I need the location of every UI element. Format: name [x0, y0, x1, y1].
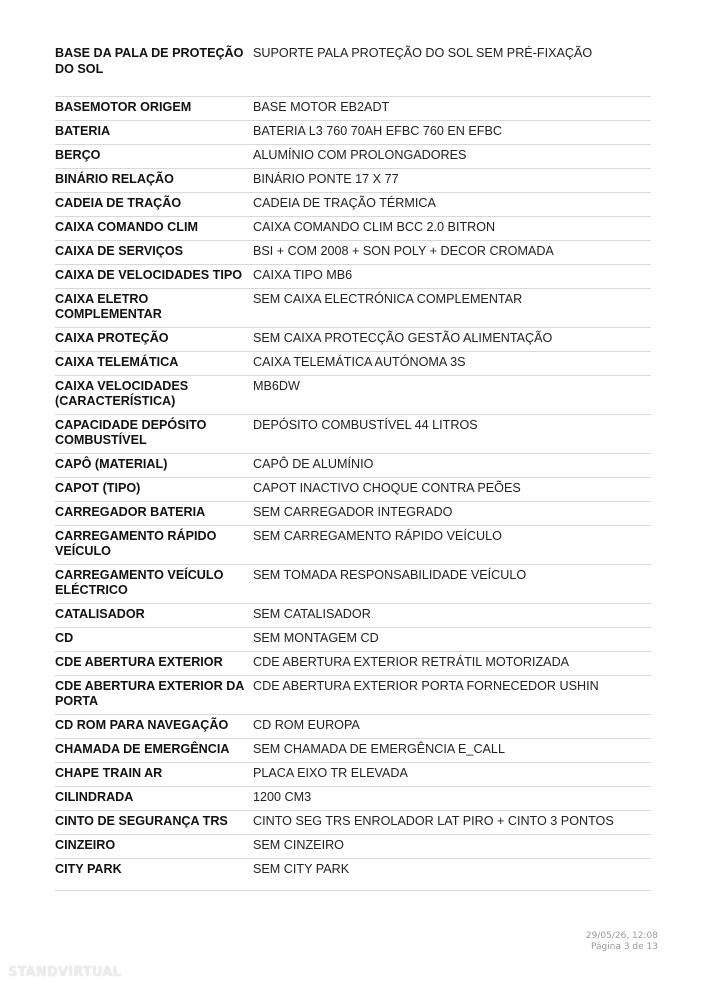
spec-label: CAIXA TELEMÁTICA	[55, 354, 179, 369]
spec-row	[55, 525, 651, 564]
spec-label: CAIXA DE SERVIÇOS	[55, 243, 184, 258]
page-footer	[586, 931, 658, 953]
spec-value: BASE MOTOR EB2ADT	[253, 99, 390, 114]
spec-row	[55, 858, 651, 890]
spec-value: PLACA EIXO TR ELEVADA	[253, 765, 408, 780]
spec-label: CHAMADA DE EMERGÊNCIA	[55, 741, 230, 756]
spec-row	[55, 375, 651, 414]
spec-label: BATERIA	[55, 123, 111, 138]
spec-value: SEM CAIXA ELECTRÓNICA COMPLEMENTAR	[253, 291, 523, 306]
spec-label: CD ROM PARA NAVEGAÇÃO	[55, 717, 229, 732]
spec-label: CAIXA COMANDO CLIM	[55, 219, 198, 234]
spec-row	[55, 477, 651, 501]
spec-label: BASEMOTOR ORIGEM	[55, 99, 192, 114]
spec-value: CAIXA TIPO MB6	[253, 267, 353, 282]
spec-label: CINZEIRO	[55, 837, 116, 852]
spec-value: SEM CINZEIRO	[253, 837, 344, 852]
spec-row	[55, 168, 651, 192]
spec-value: SEM CAIXA PROTECÇÃO GESTÃO ALIMENTAÇÃO	[253, 330, 553, 345]
spec-value: SEM CARREGAMENTO RÁPIDO VEÍCULO	[253, 528, 502, 543]
spec-row	[55, 738, 651, 762]
spec-value: CDE ABERTURA EXTERIOR PORTA FORNECEDOR USHIN	[253, 678, 599, 693]
spec-value: CDE ABERTURA EXTERIOR RETRÁTIL MOTORIZADA	[253, 654, 570, 669]
spec-value: SEM TOMADA RESPONSABILIDADE VEÍCULO	[253, 567, 527, 582]
spec-row	[55, 288, 651, 327]
spec-label: BERÇO	[55, 147, 101, 162]
watermark-logo: STANDVIRTUAL	[8, 965, 122, 980]
spec-row	[55, 786, 651, 810]
spec-label: CARREGAMENTO RÁPIDO VEÍCULO	[55, 528, 217, 558]
spec-label: CAPOT (TIPO)	[55, 480, 141, 495]
spec-label: CAIXA DE VELOCIDADES TIPO	[55, 267, 243, 282]
spec-row	[55, 834, 651, 858]
spec-label: CD	[55, 630, 74, 645]
spec-label: CARREGADOR BATERIA	[55, 504, 206, 519]
spec-row	[55, 120, 651, 144]
spec-value: DEPÓSITO COMBUSTÍVEL 44 LITROS	[253, 417, 478, 432]
spec-value: CAPOT INACTIVO CHOQUE CONTRA PEÕES	[253, 480, 521, 495]
spec-label: CINTO DE SEGURANÇA TRS	[55, 813, 228, 828]
spec-label: CADEIA DE TRAÇÃO	[55, 195, 182, 210]
spec-label: CAIXA VELOCIDADES (CARACTERÍSTICA)	[55, 378, 189, 408]
spec-value: BSI + COM 2008 + SON POLY + DECOR CROMADA	[253, 243, 554, 258]
spec-label: CHAPE TRAIN AR	[55, 765, 163, 780]
spec-row	[55, 762, 651, 786]
spec-row	[55, 96, 651, 120]
spec-table	[55, 44, 651, 891]
spec-value: MB6DW	[253, 378, 300, 393]
spec-label: CDE ABERTURA EXTERIOR DA PORTA	[55, 678, 244, 708]
spec-label: CDE ABERTURA EXTERIOR	[55, 654, 223, 669]
spec-value: SEM CARREGADOR INTEGRADO	[253, 504, 453, 519]
spec-label: CILINDRADA	[55, 789, 134, 804]
spec-value: ALUMÍNIO COM PROLONGADORES	[253, 147, 467, 162]
spec-row	[55, 675, 651, 714]
spec-label: BASE DA PALA DE PROTEÇÃO DO SOL	[55, 46, 244, 76]
spec-value: CAIXA COMANDO CLIM BCC 2.0 BITRON	[253, 219, 496, 234]
spec-label: BINÁRIO RELAÇÃO	[55, 171, 174, 186]
spec-label: CAIXA ELETRO COMPLEMENTAR	[55, 291, 162, 321]
spec-value: 1200 CM3	[253, 789, 312, 804]
print-timestamp: 29/05/26, 12:08	[585, 931, 658, 941]
spec-table-body	[55, 44, 651, 890]
spec-label: CATALISADOR	[55, 606, 145, 621]
spec-row	[55, 216, 651, 240]
spec-value: CAPÔ DE ALUMÍNIO	[253, 456, 374, 471]
spec-value: CAIXA TELEMÁTICA AUTÓNOMA 3S	[253, 354, 466, 369]
spec-row	[55, 264, 651, 288]
spec-value: CADEIA DE TRAÇÃO TÉRMICA	[253, 195, 436, 210]
spec-value: CD ROM EUROPA	[253, 717, 360, 732]
page-number: Página 3 de 13	[591, 942, 658, 952]
spec-value: SEM CITY PARK	[253, 861, 350, 876]
spec-value: BINÁRIO PONTE 17 X 77	[253, 171, 399, 186]
spec-row	[55, 714, 651, 738]
spec-label: CAPACIDADE DEPÓSITO COMBUSTÍVEL	[55, 417, 207, 447]
spec-value: BATERIA L3 760 70AH EFBC 760 EN EFBC	[253, 123, 502, 138]
spec-value: SEM MONTAGEM CD	[253, 630, 379, 645]
spec-row	[55, 414, 651, 453]
spec-label: CARREGAMENTO VEÍCULO ELÉCTRICO	[55, 567, 224, 597]
spec-label: CAPÔ (MATERIAL)	[55, 456, 168, 471]
spec-value: SUPORTE PALA PROTEÇÃO DO SOL SEM PRÉ-FIXAÇÃO	[253, 46, 593, 60]
spec-row	[55, 44, 651, 96]
spec-row	[55, 453, 651, 477]
spec-row	[55, 603, 651, 627]
spec-row	[55, 192, 651, 216]
spec-row	[55, 144, 651, 168]
spec-row	[55, 564, 651, 603]
spec-value: CINTO SEG TRS ENROLADOR LAT PIRO + CINTO 3 PONTOS	[253, 813, 614, 828]
spec-label: CITY PARK	[55, 861, 122, 876]
spec-row	[55, 810, 651, 834]
spec-row	[55, 327, 651, 351]
spec-row	[55, 651, 651, 675]
spec-label: CAIXA PROTEÇÃO	[55, 330, 169, 345]
spec-row	[55, 351, 651, 375]
spec-value: SEM CATALISADOR	[253, 606, 371, 621]
spec-row	[55, 240, 651, 264]
spec-row	[55, 501, 651, 525]
spec-value: SEM CHAMADA DE EMERGÊNCIA E_CALL	[253, 741, 505, 756]
spec-row	[55, 627, 651, 651]
